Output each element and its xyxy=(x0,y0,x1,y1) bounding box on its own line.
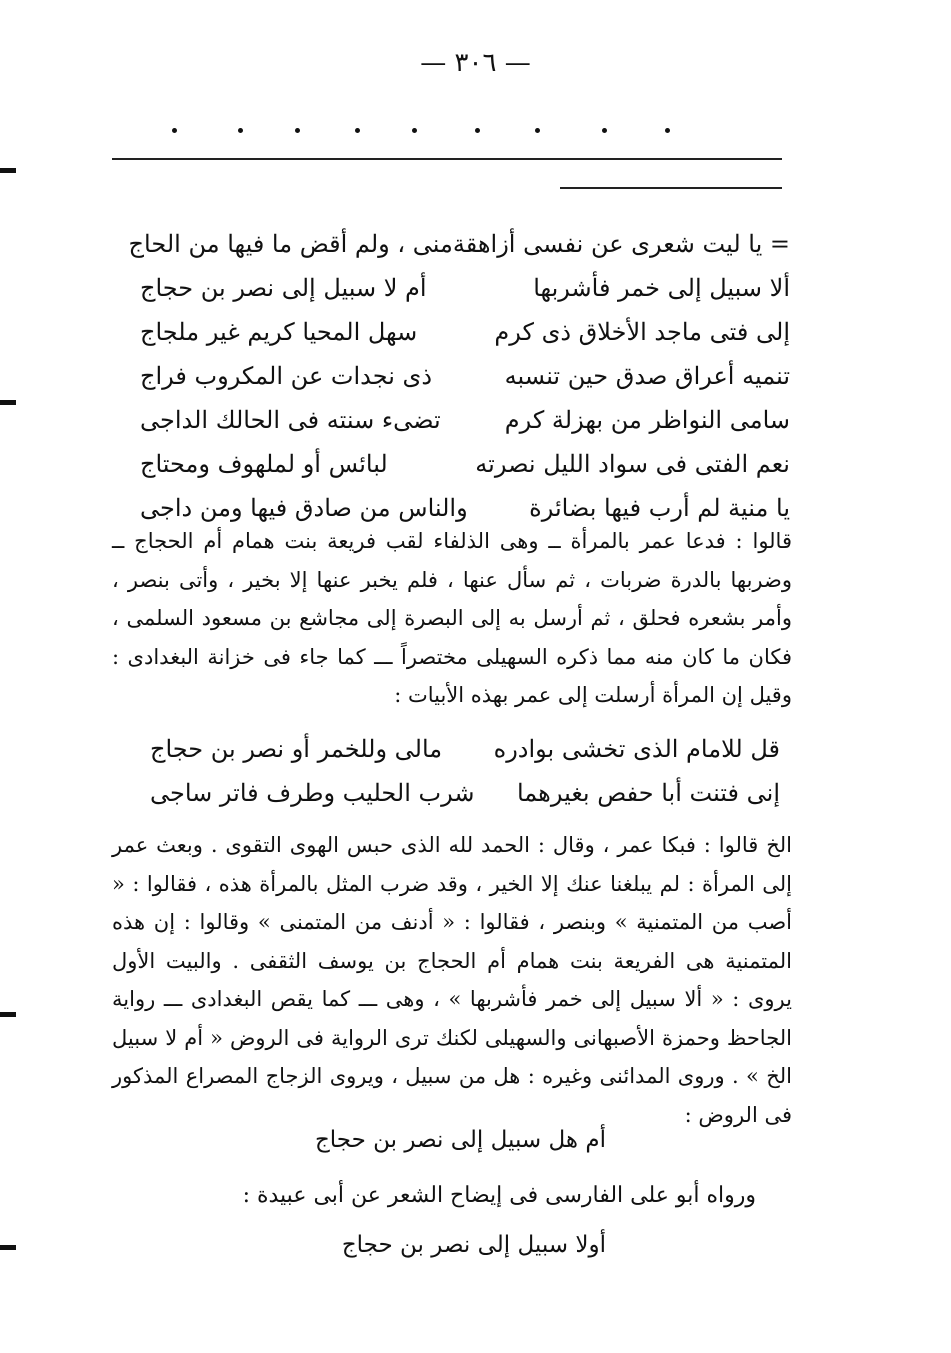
paragraph-text: قالوا : فدعا عمر بالمرأة ــ وهى الذلفاء لقب فريعة بنت همام أم الحجاج ــ وضربها بالدرة ضربات ، ثم سأل عنها ، فلم يخبر عنها إلا بخير ، وأتى بنصر ، وأمر بشعره فحلق ، ثم أرسل به إلى البصرة إلى مجاشع بن مسعود السلمى ، فكان ما كان منه مما ذكره السهيلى مختصراً ـــ كما جاء فى خزانة البغدادى : وقيل إن المرأة أرسلت إلى عمر بهذه الأبيات : xyxy=(112,529,792,707)
ornament-dots xyxy=(150,118,710,148)
poem-row xyxy=(150,727,780,771)
hemistich-second: تضىء سنته فى الحالك الداجى xyxy=(140,406,441,434)
footnote-rule xyxy=(112,158,782,160)
binding-mark xyxy=(0,1245,16,1250)
hemistich-second: سهل المحيا كريم غير ملجاج xyxy=(140,318,418,346)
ornament-dot xyxy=(172,128,177,133)
hemistich-first: إنى فتنت أبا حفص بغيرهما xyxy=(516,779,780,807)
poem-row xyxy=(140,310,790,354)
footnote-rule-short xyxy=(560,187,782,189)
ornament-dot xyxy=(412,128,417,133)
hemistich-first: يا منية لم أرب فيها بضائرة xyxy=(529,494,790,522)
hemistich-first: إلى فتى ماجد الأخلاق ذى كرم xyxy=(494,318,790,346)
quoted-verse-2: أولا سبيل إلى نصر بن حجاج xyxy=(341,1232,606,1258)
hemistich-second: منى ، ولم أقض ما فيها من الحاج xyxy=(128,230,453,258)
hemistich-second: ذى نجدات عن المكروب فراج xyxy=(140,362,433,390)
poem-block-1 xyxy=(128,222,790,530)
poem-row xyxy=(140,354,790,398)
hemistich-second: والناس من صادق فيها ومن داجى xyxy=(140,494,468,522)
prose-line-3: ورواه أبو على الفارسى فى إيضاح الشعر عن أبى عبيدة : xyxy=(242,1183,756,1208)
hemistich-first: قل للامام الذى تخشى بوادره xyxy=(493,735,780,763)
quoted-verse-1: أم هل سبيل إلى نصر بن حجاج xyxy=(314,1127,606,1153)
hemistich-first: نعم الفتى فى سواد الليل نصرته xyxy=(475,450,790,478)
poem-row xyxy=(140,266,790,310)
prose-paragraph-1 xyxy=(112,522,792,715)
hemistich-second: لبائس أو لملهوف ومحتاج xyxy=(140,450,388,478)
ornament-dot xyxy=(295,128,300,133)
hemistich-first: ألا سبيل إلى خمر فأشربها xyxy=(533,274,790,302)
binding-mark xyxy=(0,400,16,405)
poem-row xyxy=(140,398,790,442)
ornament-dot xyxy=(665,128,670,133)
poem-block-2 xyxy=(150,727,780,815)
hemistich-first: = يا ليت شعرى عن نفسى أزاهقة xyxy=(452,230,790,258)
hemistich-first: سامى النواظر من بهزلة كرم xyxy=(504,406,790,434)
ornament-dot xyxy=(475,128,480,133)
paragraph-text: الخ قالوا : فبكا عمر ، وقال : الحمد لله الذى حبس الهوى التقوى . وبعث عمر إلى المرأة : لم يبلغنا عنك إلا الخير ، وقد ضرب المثل بالمرأة هذه ، فقالوا : « أصب من المتمنية » وبنصر ، فقالوا : « أدنف من المتمنى » وقالوا : إن هذه المتمنية هى الفريعة بنت همام أم الحجاج بن يوسف الثقفى . والبيت الأول يروى : « ألا سبيل إلى خمر فأشربها » ، وهى ـــ كما يقص البغدادى ـــ رواية الجاحظ وحمزة الأصبهانى والسهيلى لكنك ترى الرواية فى الروض « أم لا سبيل الخ » . وروى المدائنى وغيره : هل من سبيل ، ويروى الزجاج المصراع المذكور فى الروض : xyxy=(112,833,792,1127)
poem-row xyxy=(128,222,790,266)
ornament-dot xyxy=(602,128,607,133)
hemistich-first: تنميه أعراق صدق حين تنسبه xyxy=(504,362,790,390)
ornament-dot xyxy=(355,128,360,133)
hemistich-second: شرب الحليب وطرف فاتر ساجى xyxy=(150,779,475,807)
poem-row xyxy=(150,771,780,815)
ornament-dot xyxy=(238,128,243,133)
prose-paragraph-2 xyxy=(112,826,792,1134)
poem-row xyxy=(140,442,790,486)
hemistich-second: أم لا سبيل إلى نصر بن حجاج xyxy=(140,274,427,302)
binding-mark xyxy=(0,1012,16,1017)
page-number: — ٣٠٦ — xyxy=(420,48,531,78)
ornament-dot xyxy=(535,128,540,133)
binding-mark xyxy=(0,168,16,173)
hemistich-second: مالى وللخمر أو نصر بن حجاج xyxy=(150,735,443,763)
